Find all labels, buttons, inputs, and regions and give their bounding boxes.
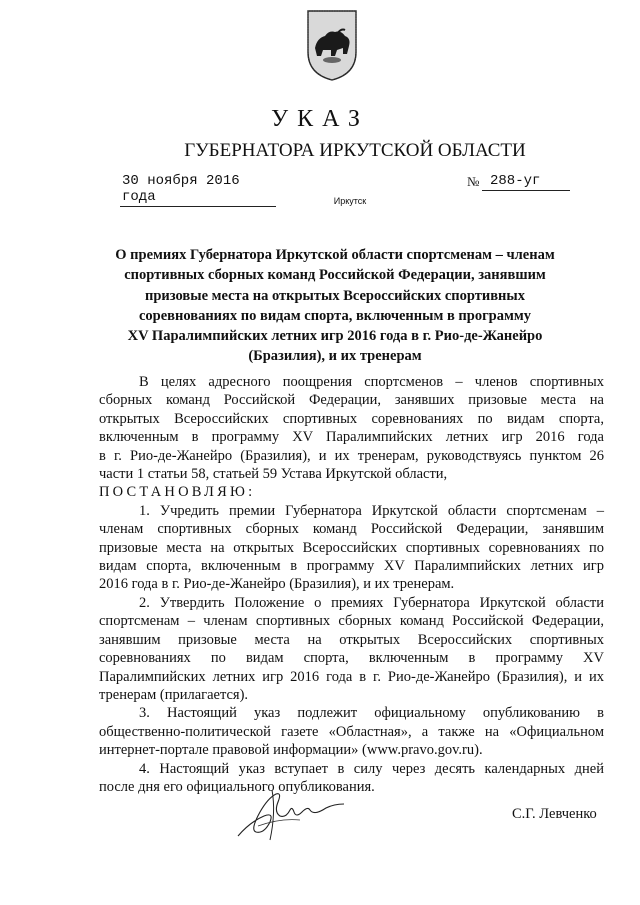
- text-line: 4. Настоящий указ вступает в силу через десять календарных дней: [139, 760, 604, 777]
- resolution-heading: ПОСТАНОВЛЯЮ:: [99, 484, 256, 501]
- coat-of-arms-icon: [305, 8, 359, 82]
- text-line: видам спорта, включенным в программу XV Паралимпийских летних игр: [99, 558, 604, 575]
- text-line: Паралимпийских летних игр 2016 года в г. Рио-де-Жанейро (Бразилия), и их: [99, 668, 604, 685]
- text-line: спортсменам – членам спортивных сборных команд Российской Федерации,: [99, 613, 604, 630]
- handwritten-signature-icon: [230, 782, 350, 844]
- text-line: соревнованиях по видам спорта, включенным в программу XV: [99, 650, 604, 667]
- text-line: В целях адресного поощрения спортсменов – членов спортивных: [139, 374, 604, 390]
- text-line: сборных команд Российской Федерации, занявших призовые места на: [99, 392, 604, 409]
- text-line: части 1 статьи 58, статьей 59 Устава Иркутской области,: [99, 466, 448, 483]
- text-line: 2. Утвердить Положение о премиях Губернатора Иркутской области: [139, 594, 604, 611]
- text-line: призовые места на открытых Всероссийских спортивных соревнованиях по: [99, 539, 604, 556]
- document-type: УКАЗ: [271, 106, 369, 132]
- text-line: общественно-политической газете «Областная», а также на «Официальном: [99, 723, 604, 740]
- text-line: интернет-портале правовой информации» (www.pravo.gov.ru).: [99, 742, 483, 759]
- document-body: [99, 373, 604, 796]
- text-line: 1. Учредить премии Губернатора Иркутской области спортсменам –: [139, 502, 604, 519]
- title-line: соревнованиях по видам спорта, включенным в программу: [138, 307, 531, 324]
- document-place: Иркутск: [333, 196, 367, 206]
- title-line: XV Паралимпийских летних игр 2016 года в г. Рио-де-Жанейро: [127, 328, 543, 345]
- text-line: 3. Настоящий указ подлежит официальному опубликованию в: [139, 705, 604, 722]
- text-line: в г. Рио-де-Жанейро (Бразилия), и их тренерам, руководствуясь пунктом 26: [99, 447, 604, 464]
- text-line: включенным в программу XV Паралимпийских летних игр 2016 года: [99, 429, 604, 446]
- title-line: О премиях Губернатора Иркутской области спортсменам – членам: [115, 247, 555, 263]
- title-line: спортивных сборных команд Российской Федерации, занявшим: [124, 267, 546, 284]
- text-line: членам спортивных сборных команд Российской Федерации, занявшим: [99, 521, 604, 538]
- title-line: призовые места на открытых Всероссийских спортивных: [145, 287, 525, 304]
- text-line: 2016 года в г. Рио-де-Жанейро (Бразилия), и их тренерам.: [99, 576, 455, 593]
- document-authority: ГУБЕРНАТОРА ИРКУТСКОЙ ОБЛАСТИ: [184, 140, 526, 161]
- item-1-paragraph: [99, 502, 604, 594]
- title-line: (Бразилия), и их тренерам: [248, 348, 422, 365]
- text-line: после дня его официального опубликования.: [99, 778, 375, 795]
- number-label: №: [467, 174, 480, 189]
- text-line: открытых Всероссийских спортивных соревнованиях по видам спорта,: [99, 410, 604, 427]
- text-line: тренерам (прилагается).: [99, 686, 249, 703]
- document-date: 30 ноября 2016 года: [120, 173, 276, 207]
- signer-name: С.Г. Левченко: [512, 806, 597, 822]
- text-line: занявшим призовые места на открытых Всероссийских спортивных: [99, 631, 604, 648]
- preamble-paragraph: [99, 373, 604, 483]
- item-3-paragraph: [99, 704, 604, 759]
- document-title: [100, 245, 570, 367]
- item-4-paragraph: [99, 760, 604, 797]
- document-number: 288-уг: [482, 173, 570, 191]
- item-2-paragraph: [99, 594, 604, 704]
